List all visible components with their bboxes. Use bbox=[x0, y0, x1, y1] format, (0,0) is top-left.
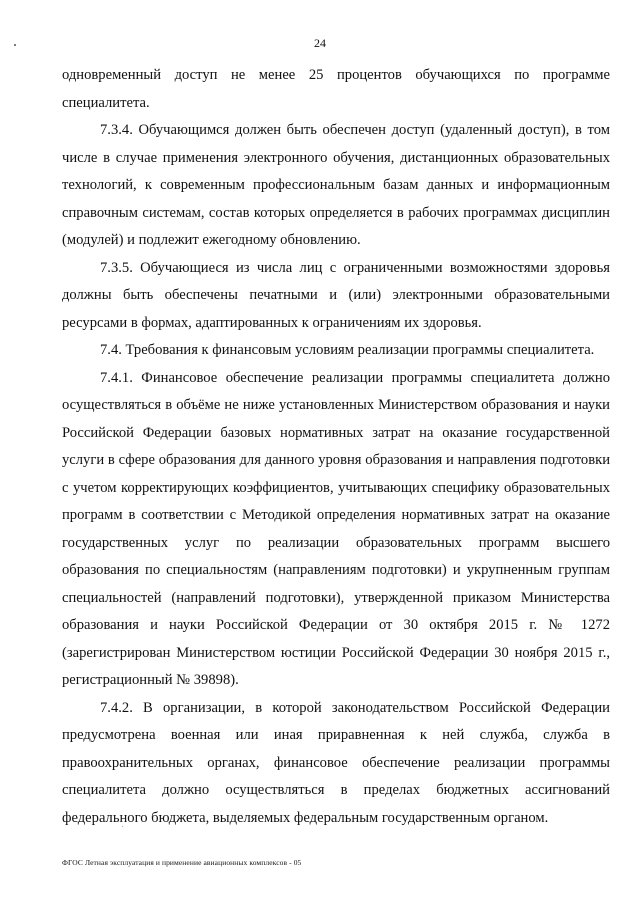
scan-speck bbox=[14, 44, 16, 46]
paragraph-7-3-4: 7.3.4. Обучающимся должен быть обеспечен доступ (удаленный доступ), в том числе в случае применения электронного обучения, дистанционных образовательных технологий, к современным профессиональным базам данных и информационным справочным системам, состав которых определяется в рабочих программах дисциплин (модулей) и подлежит ежегодному обновлению. bbox=[62, 122, 610, 248]
paragraph-7-4-1: 7.4.1. Финансовое обеспечение реализации программы специалитета должно осуществляться в объёме не ниже установленных Министерством образования и науки Российской Федерации базовых нормативных затрат на оказание государственной услуги в сфере образования для данного уровня образования и направления подготовки с учетом корректирующих коэффициентов, учитывающих специфику образовательных программ в соответствии с Методикой определения нормативных затрат на оказание государственных услуг по реализации образовательных программ высшего образования по специальностям (направлениям подготовки) и укрупненным группам специальностей (направлений подготовки), утвержденной приказом Министерства образования и науки Российской Федерации от 30 октября 2015 г. № 1272 (зарегистрирован Министерством юстиции Российской Федерации 30 ноября 2015 г., регистрационный № 39898). bbox=[62, 369, 610, 688]
paragraph-7-4-2: 7.4.2. В организации, в которой законодательством Российской Федерации предусмотрена военная или иная приравненная к ней служба, служба в правоохранительных органах, финансовое обеспечение реализации программы специалитета должно осуществляться в пределах бюджетных ассигнований федерального бюджета, выделяемых федеральным государственным органом. bbox=[62, 699, 610, 826]
paragraph-continuation: одновременный доступ не менее 25 процентов обучающихся по программе специалитета. bbox=[62, 67, 610, 111]
document-body bbox=[62, 62, 610, 832]
paragraph-7-4: 7.4. Требования к финансовым условиям реализации программы специалитета. bbox=[100, 342, 595, 358]
page-number: 24 bbox=[314, 36, 326, 50]
paragraph-7-3-5: 7.3.5. Обучающиеся из числа лиц с ограниченными возможностями здоровья должны быть обеспечены печатными и (или) электронными образовательными ресурсами в формах, адаптированных к ограничениям их здоровья. bbox=[62, 259, 610, 331]
document-footer: ФГОС Летная эксплуатация и применение авиационных комплексов - 05 bbox=[62, 858, 302, 867]
scan-speck bbox=[122, 826, 123, 827]
